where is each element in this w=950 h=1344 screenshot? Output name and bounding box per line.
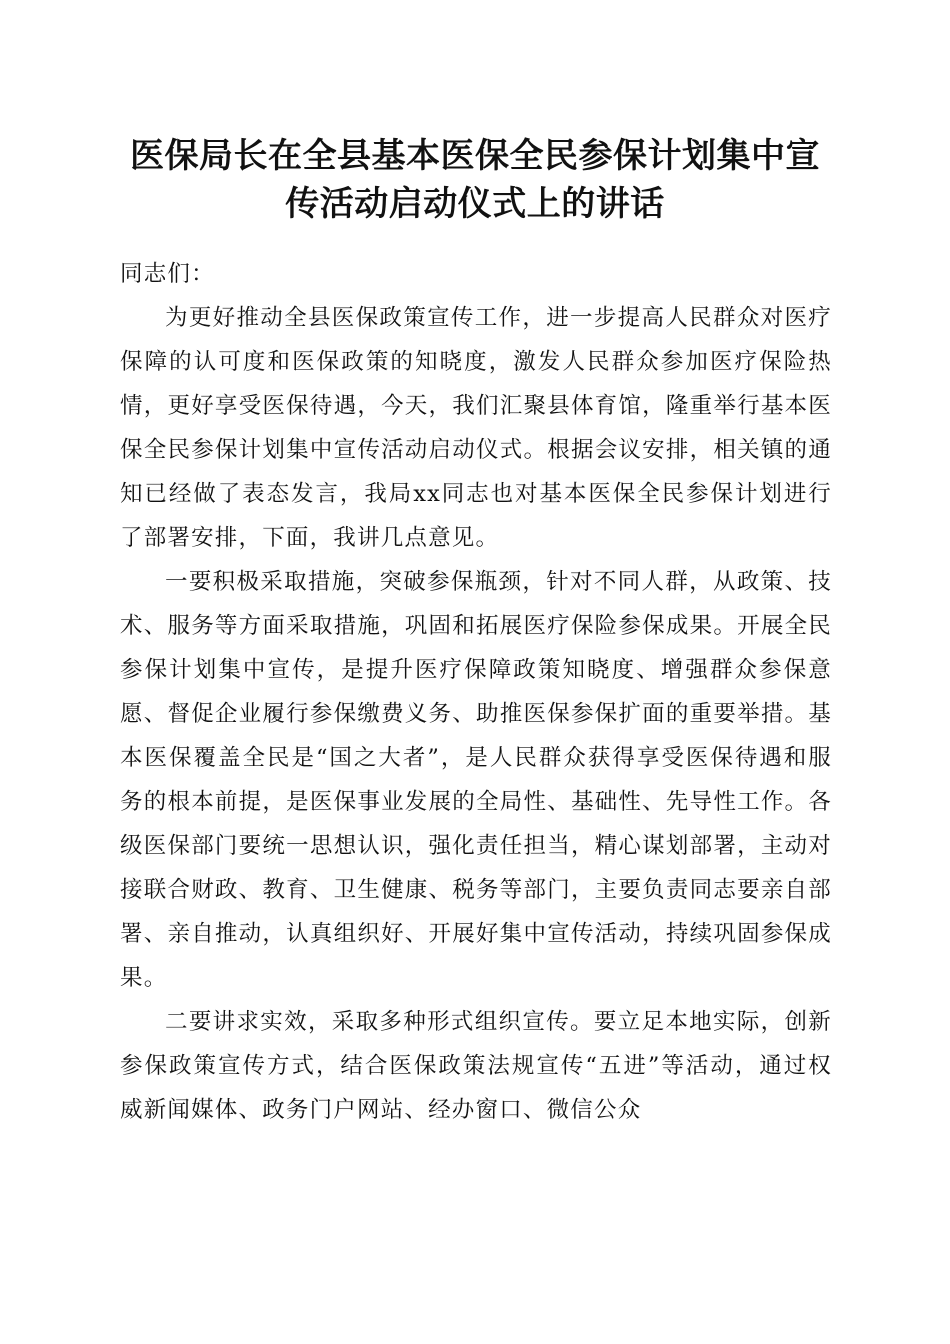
title-line-1: 医保局长在全县基本医保全民参保计划集中宣 <box>130 136 820 176</box>
title-line-2: 传活动启动仪式上的讲话 <box>285 184 665 224</box>
paragraph-point-one: 一要积极采取措施，突破参保瓶颈，针对不同人群，从政策、技术、服务等方面采取措施，巩固和拓展医疗保险参保成果。开展全民参保计划集中宣传，是提升医疗保障政策知晓度、增强群众参保意愿、督促企业履行参保缴费义务、助推医保参保扩面的重要举措。基本医保覆盖全民是“国之大者”，是人民群众获得享受医保待遇和服务的根本前提，是医保事业发展的全局性、基础性、先导性工作。各级医保部门要统一思想认识，强化责任担当，精心谋划部署，主动对接联合财政、教育、卫生健康、税务等部门，主要负责同志要亲自部署、亲自推动，认真组织好、开展好集中宣传活动，持续巩固参保成果。 <box>120 569 832 991</box>
paragraph-intro: 为更好推动全县医保政策宣传工作，进一步提高人民群众对医疗保障的认可度和医保政策的知晓度，激发人民群众参加医疗保险热情，更好享受医保待遇，今天，我们汇聚县体育馆，隆重举行基本医保全民参保计划集中宣传活动启动仪式。根据会议安排，相关镇的通知已经做了表态发言，我局xx同志也对基本医保全民参保计划进行了部署安排，下面，我讲几点意见。 <box>120 305 832 551</box>
document-title <box>100 132 850 228</box>
salutation: 同志们： <box>120 261 215 287</box>
paragraph-point-two: 二要讲求实效，采取多种形式组织宣传。要立足本地实际，创新参保政策宣传方式，结合医保政策法规宣传“五进”等活动，通过权威新闻媒体、政务门户网站、经办窗口、微信公众 <box>120 1009 832 1123</box>
document-body <box>120 252 832 1132</box>
